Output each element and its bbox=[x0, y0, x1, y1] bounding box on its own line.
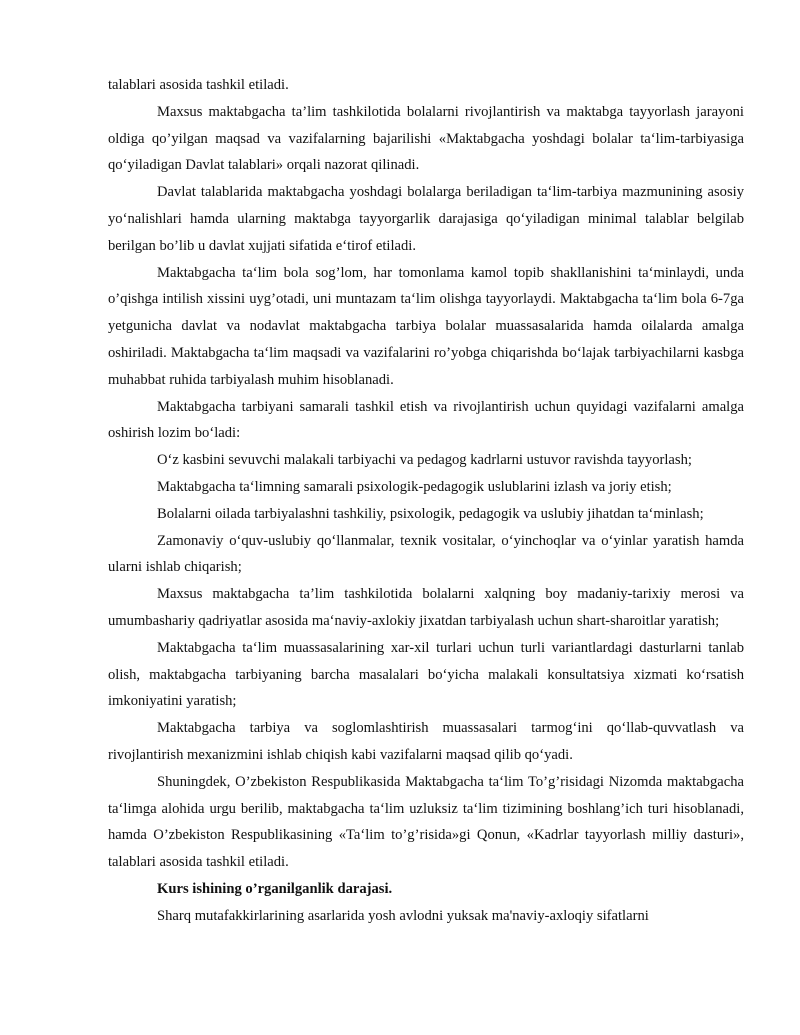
list-item-task: Maxsus maktabgacha ta’lim tashkilotida bolalarni xalqning boy madaniy-tarixiy merosi va umumbashariy qadriyatlar asosida ma‘naviy-axlokiy jixatdan tarbiyalash uchun shart-sharoitlar yaratish; bbox=[108, 586, 744, 629]
paragraph: Maktabgacha ta‘lim bola sog’lom, har tomonlama kamol topib shakllanishini ta‘minlaydi, unda o’qishga intilish xissini uyg’otadi, uni muntazam ta‘lim olishga tayyorlaydi. Maktabgacha ta‘lim bola 6-7ga yetgunicha davlat va nodavlat maktabgacha tarbiya bolalar muassasalarida hamda oilalarda amalga oshiriladi. Maktabgacha ta‘lim maqsadi va vazifalarini ro’yobga chiqarishda bo‘lajak tarbiyachilarni kasbga muhabbat ruhida tarbiyalash muhim hisoblanadi. bbox=[108, 264, 744, 388]
paragraph: Davlat talablarida maktabgacha yoshdagi bolalarga beriladigan ta‘lim-tarbiya mazmunining asosiy yo‘nalishlari hamda ularning maktabga tayyorgarlik darajasiga qo‘yiladigan minimal talablar belgilab berilgan bo’lib u davlat xujjati sifatida e‘tirof etiladi. bbox=[108, 184, 744, 254]
paragraph: Shuningdek, O’zbekiston Respublikasida Maktabgacha ta‘lim To’g’risidagi Nizomda maktabgacha ta‘limga alohida urgu berilib, maktabgacha ta‘lim uzluksiz ta‘lim tizimining boshlang’ich turi hisoblanadi, hamda O’zbekiston Respublikasining «Ta‘lim to’g’risida»gi Qonun, «Kadrlar tayyorlash milliy dasturi», talablari asosida tashkil etiladi. bbox=[108, 773, 744, 871]
list-item-task: Maktabgacha tarbiya va soglomlashtirish muassasalari tarmog‘ini qo‘llab-quvvatlash va rivojlantirish mexanizmini ishlab chiqish kabi vazifalarni maqsad qilib qo‘yadi. bbox=[108, 720, 744, 763]
paragraph-continuation: talablari asosida tashkil etiladi. bbox=[108, 77, 289, 93]
list-item-task: Bolalarni oilada tarbiyalashni tashkiliy, psixologik, pedagogik va uslubiy jihatdan ta‘minlash; bbox=[157, 505, 704, 522]
list-item-task: Maktabgacha ta‘lim muassasalarining xar-xil turlari uchun turli variantlardagi dasturlarni tanlab olish, maktabgacha tarbiyaning barcha masalalari bo‘yicha malakali konsultatsiya xizmati ko‘rsatish imkoniyatini yaratish; bbox=[108, 639, 744, 710]
list-item-task: Maktabgacha ta‘limning samarali psixologik-pedagogik uslublarini izlash va joriy etish; bbox=[157, 478, 672, 495]
document-page bbox=[108, 72, 744, 930]
list-item-task: O‘z kasbini sevuvchi malakali tarbiyachi va pedagog kadrlarni ustuvor ravishda tayyorlash; bbox=[157, 452, 692, 469]
paragraph: Maxsus maktabgacha ta’lim tashkilotida bolalarni rivojlantirish va maktabga tayyorlash jarayoni oldiga qo’yilgan maqsad va vazifalarning bajarilishi «Maktabgacha yoshdagi bolalar ta‘lim-tarbiyasiga qo‘yiladigan Davlat talablari» orqali nazorat qilinadi. bbox=[108, 103, 744, 174]
section-heading: Kurs ishining o’rganilganlik darajasi. bbox=[157, 880, 393, 897]
list-item-task: Zamonaviy o‘quv-uslubiy qo‘llanmalar, texnik vositalar, o‘yinchoqlar va o‘yinlar yaratish hamda ularni ishlab chiqarish; bbox=[108, 532, 744, 576]
paragraph: Sharq mutafakkirlarining asarlarida yosh avlodni yuksak ma'naviy-axloqiy sifatlarni bbox=[157, 907, 649, 924]
paragraph: Maktabgacha tarbiyani samarali tashkil etish va rivojlantirish uchun quyidagi vazifalarni amalga oshirish lozim bo‘ladi: bbox=[108, 398, 744, 442]
